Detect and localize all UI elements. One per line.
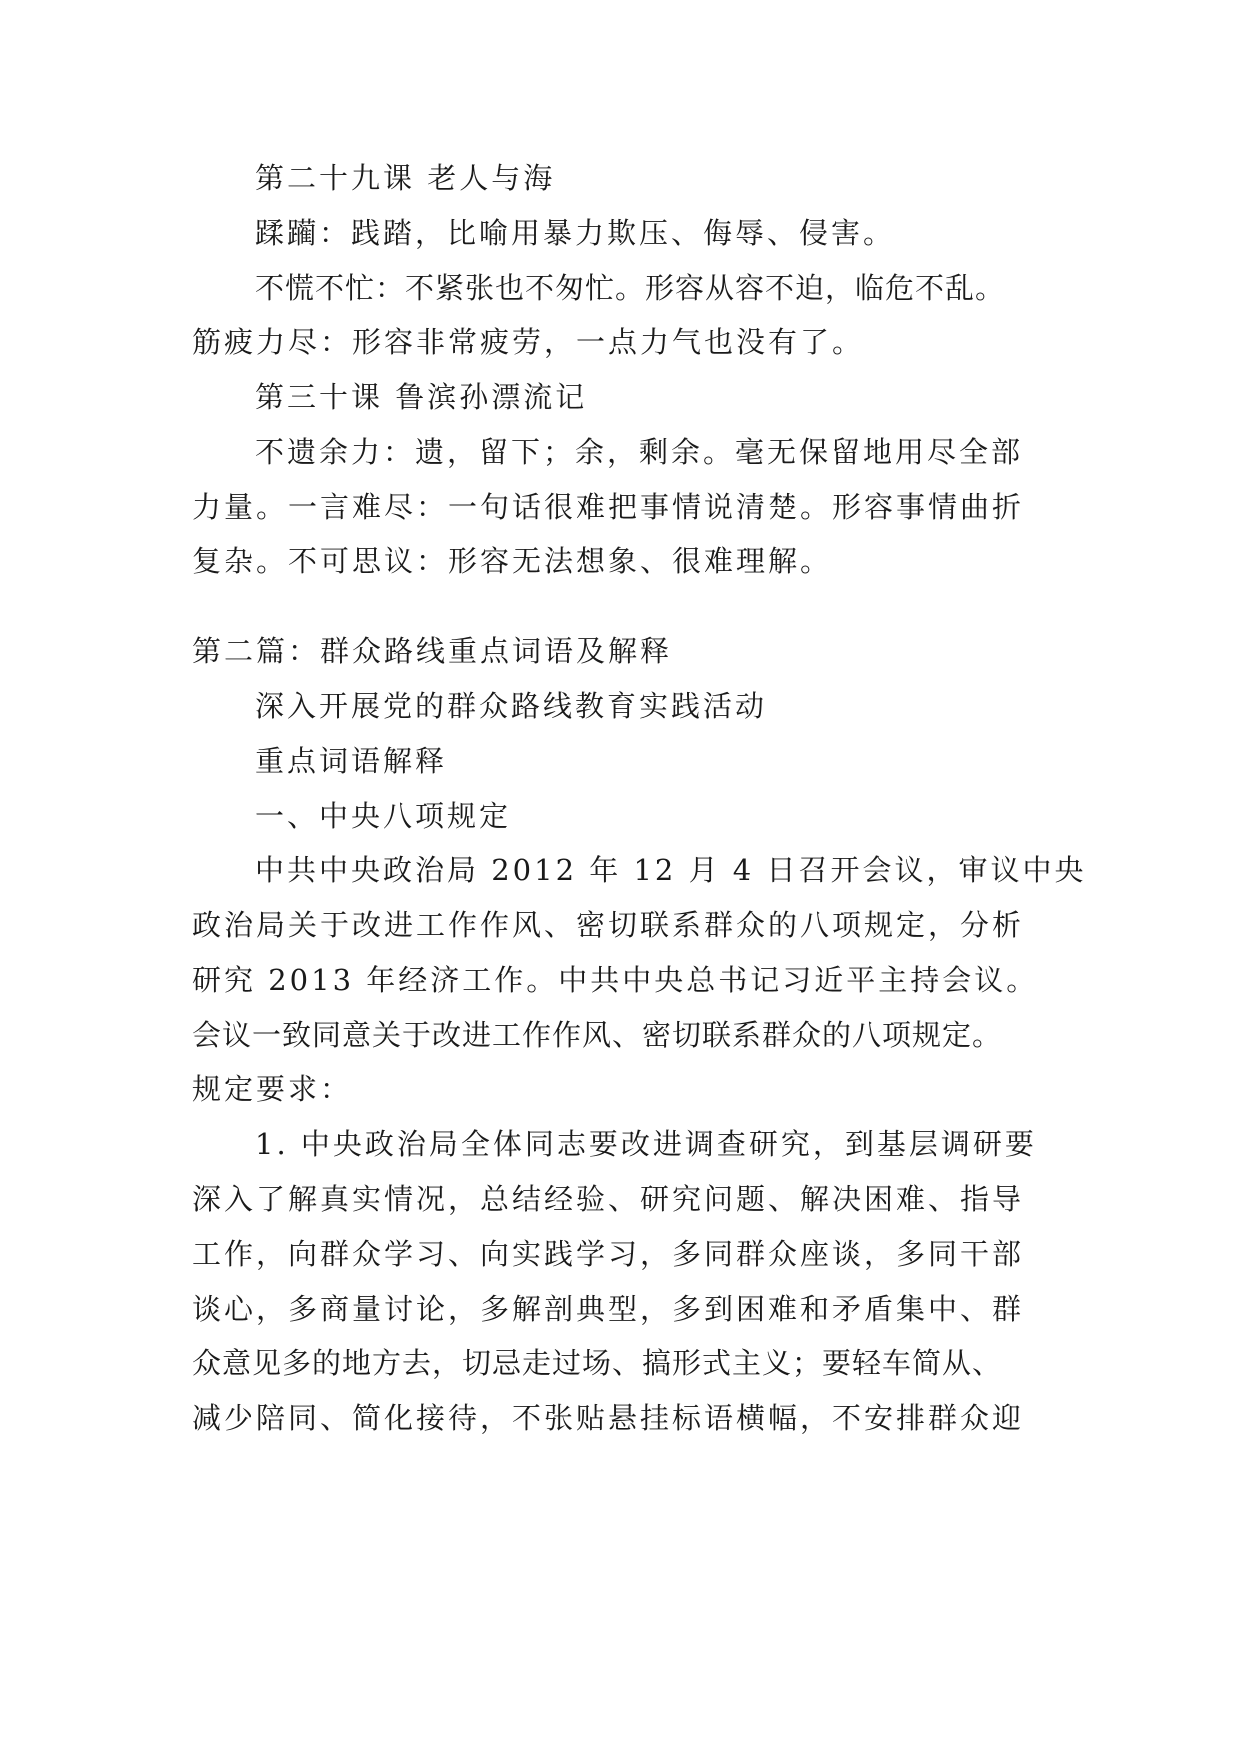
subsection-heading: 一、中央八项规定: [255, 799, 512, 833]
paragraph-line: 规定要求：: [192, 1072, 353, 1106]
paragraph-line: 筋疲力尽：形容非常疲劳，一点力气也没有了。: [192, 325, 865, 359]
paragraph-line: 会议一致同意关于改进工作作风、密切联系群众的八项规定。: [192, 1018, 1003, 1052]
paragraph-line: 1. 中央政治局全体同志要改进调查研究，到基层调研要: [255, 1127, 1037, 1161]
section-heading: 第二篇：群众路线重点词语及解释: [192, 634, 673, 668]
paragraph-line: 政治局关于改进工作作风、密切联系群众的八项规定，分析: [192, 908, 1025, 942]
paragraph-line: 蹂躏：践踏，比喻用暴力欺压、侮辱、侵害。: [255, 216, 896, 250]
subtitle-line: 重点词语解释: [255, 744, 448, 778]
paragraph-line: 众意见多的地方去，切忌走过场、搞形式主义；要轻车简从、: [192, 1346, 1003, 1380]
paragraph-line: 工作，向群众学习、向实践学习，多同群众座谈，多同干部: [192, 1237, 1025, 1271]
paragraph-line: 谈心，多商量讨论，多解剖典型，多到困难和矛盾集中、群: [192, 1292, 1025, 1326]
paragraph-line: 复杂。不可思议：形容无法想象、很难理解。: [192, 544, 833, 578]
paragraph-line: 不慌不忙：不紧张也不匆忙。形容从容不迫，临危不乱。: [255, 271, 1006, 305]
paragraph-line: 力量。一言难尽：一句话很难把事情说清楚。形容事情曲折: [192, 490, 1025, 524]
paragraph-line: 研究 2013 年经济工作。中共中央总书记习近平主持会议。: [192, 963, 1039, 997]
paragraph-line: 深入了解真实情况，总结经验、研究问题、解决困难、指导: [192, 1182, 1025, 1216]
lesson-29-heading: 第二十九课 老人与海: [255, 161, 556, 195]
paragraph-line: 中共中央政治局 2012 年 12 月 4 日召开会议，审议中央: [255, 853, 1087, 887]
subtitle-line: 深入开展党的群众路线教育实践活动: [255, 689, 768, 723]
paragraph-line: 不遗余力：遗，留下；余，剩余。毫无保留地用尽全部: [255, 435, 1024, 469]
lesson-30-heading: 第三十课 鲁滨孙漂流记: [255, 380, 588, 414]
paragraph-line: 减少陪同、简化接待，不张贴悬挂标语横幅，不安排群众迎: [192, 1401, 1025, 1435]
